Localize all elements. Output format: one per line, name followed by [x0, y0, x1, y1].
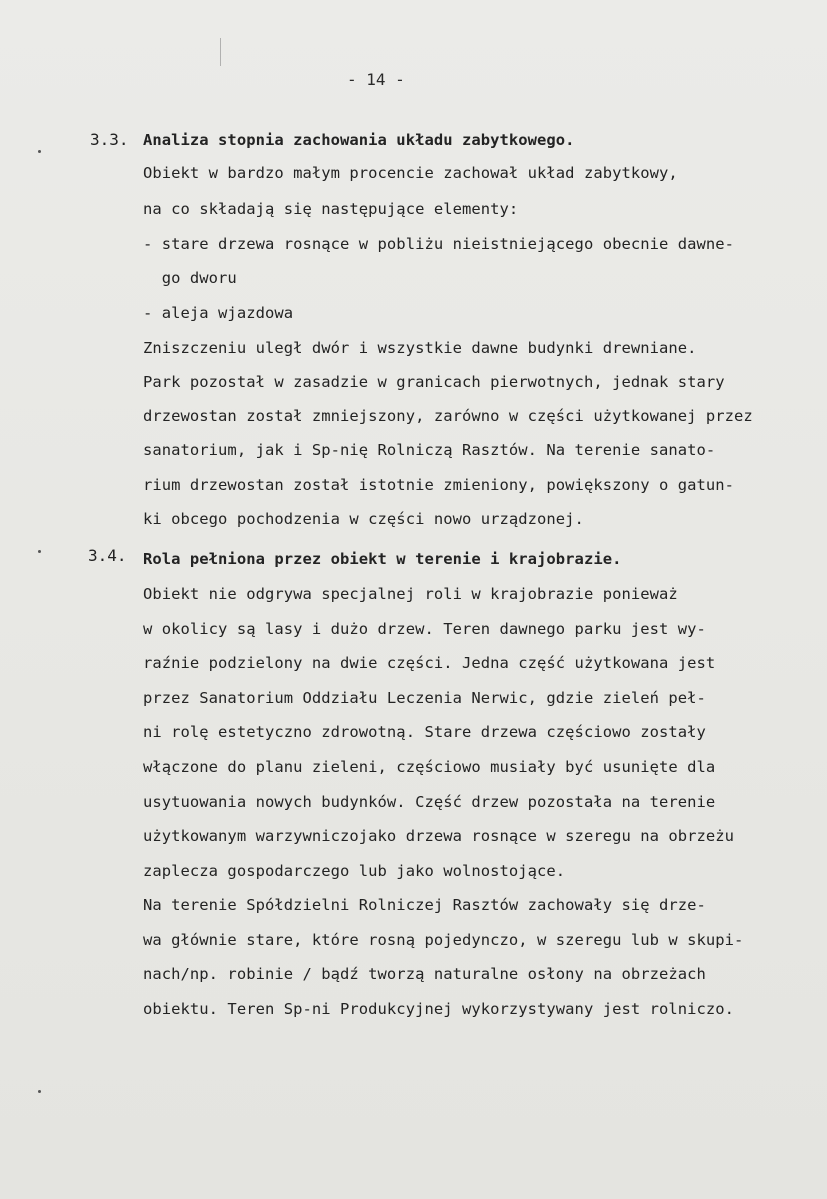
text-line: rium drzewostan został istotnie zmieniony, powiększony o gatun- — [143, 476, 735, 494]
text-line: drzewostan został zmniejszony, zarówno w części użytkowanej przez — [143, 407, 753, 425]
section-heading: Analiza stopnia zachowania układu zabytkowego. — [143, 131, 575, 149]
text-line: raźnie podzielony na dwie części. Jedna część użytkowana jest — [143, 654, 716, 672]
text-line: Park pozostał w zasadzie w granicach pierwotnych, jednak stary — [143, 373, 725, 391]
text-line: go dworu — [143, 269, 237, 287]
page-number: - 14 - — [347, 70, 405, 89]
text-line: przez Sanatorium Oddziału Leczenia Nerwic, gdzie zieleń peł- — [143, 689, 706, 707]
text-line: Na terenie Spółdzielni Rolniczej Rasztów zachowały się drze- — [143, 896, 706, 914]
text-line: sanatorium, jak i Sp-nię Rolniczą Rasztów. Na terenie sanato- — [143, 441, 716, 459]
text-line: Obiekt nie odgrywa specjalnej roli w krajobrazie ponieważ — [143, 585, 678, 603]
pencil-mark — [220, 38, 221, 66]
section-number: 3.3. — [90, 130, 129, 149]
text-line: użytkowanym warzywniczojako drzewa rosnące w szeregu na obrzeżu — [143, 827, 735, 845]
margin-speck — [38, 150, 41, 153]
text-line: ki obcego pochodzenia w części nowo urządzonej. — [143, 510, 584, 528]
text-line: ni rolę estetyczno zdrowotną. Stare drzewa częściowo zostały — [143, 723, 706, 741]
text-line: wa głównie stare, które rosną pojedynczo, w szeregu lub w skupi- — [143, 931, 744, 949]
text-line: usytuowania nowych budynków. Część drzew pozostała na terenie — [143, 793, 716, 811]
text-line: Obiekt w bardzo małym procencie zachował układ zabytkowy, — [143, 164, 678, 182]
text-line: nach/np. robinie / bądź tworzą naturalne osłony na obrzeżach — [143, 965, 706, 983]
text-line: obiektu. Teren Sp-ni Produkcyjnej wykorzystywany jest rolniczo. — [143, 1000, 735, 1018]
text-line: na co składają się następujące elementy: — [143, 200, 519, 218]
text-line: w okolicy są lasy i dużo drzew. Teren dawnego parku jest wy- — [143, 620, 706, 638]
text-line: - aleja wjazdowa — [143, 304, 294, 322]
text-line: Zniszczeniu uległ dwór i wszystkie dawne budynki drewniane. — [143, 339, 697, 357]
text-line: zaplecza gospodarczego lub jako wolnostojące. — [143, 862, 566, 880]
text-line: - stare drzewa rosnące w pobliżu nieistniejącego obecnie dawne- — [143, 235, 735, 253]
margin-speck — [38, 550, 41, 553]
text-line: włączone do planu zieleni, częściowo musiały być usunięte dla — [143, 758, 716, 776]
margin-speck — [38, 1090, 41, 1093]
section-number: 3.4. — [88, 546, 127, 565]
section-heading: Rola pełniona przez obiekt w terenie i krajobrazie. — [143, 550, 622, 568]
